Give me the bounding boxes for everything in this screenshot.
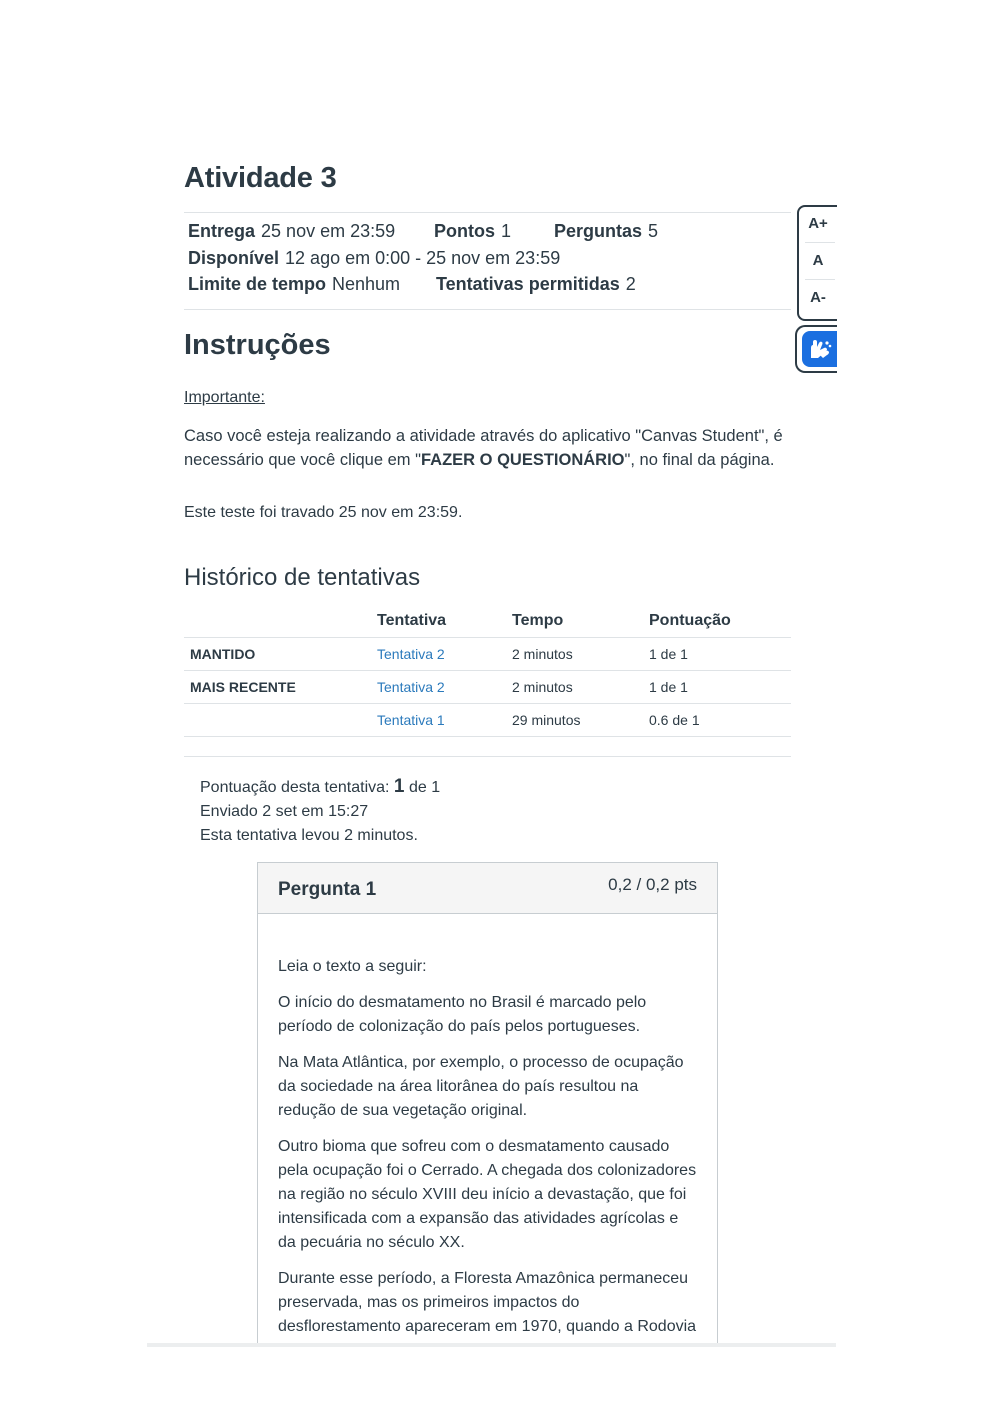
attempt-submitted: Enviado 2 set em 15:27: [200, 803, 369, 820]
attempt-score-line: [200, 775, 440, 800]
attempt-score: 1 de 1: [649, 679, 688, 695]
meta-time-limit-label: Limite de tempo: [188, 274, 327, 294]
meta-attempts: [436, 274, 636, 295]
attempt-link[interactable]: Tentativa 2: [377, 646, 445, 662]
attempt-duration: Esta tentativa levou 2 minutos.: [200, 827, 418, 844]
row-status-label: MAIS RECENTE: [190, 679, 296, 695]
attempt-score-suffix: de 1: [408, 779, 441, 796]
meta-time-limit: [188, 274, 400, 295]
attempt-score: 0.6 de 1: [649, 712, 700, 728]
meta-due: [188, 221, 395, 242]
instructions-heading: Instruções: [184, 329, 331, 361]
attempt-link[interactable]: Tentativa 1: [377, 712, 445, 728]
attempt-score-value: 1: [393, 776, 405, 797]
question-paragraph: Leia o texto a seguir:: [278, 958, 427, 975]
vlibras-button[interactable]: [795, 325, 837, 373]
meta-available-value: 12 ago em 0:00 - 25 nov em 23:59: [285, 248, 561, 268]
font-normal-button[interactable]: A: [812, 252, 824, 269]
toolbar-divider: [805, 242, 835, 243]
attempt-summary: [200, 775, 440, 848]
font-size-toolbar: [797, 205, 837, 321]
instructions-text-bold: FAZER O QUESTIONÁRIO: [421, 451, 625, 469]
attempt-time: 2 minutos: [512, 646, 573, 662]
meta-questions: [554, 221, 658, 242]
question-paragraph: O início do desmatamento no Brasil é marcado pelo período de colonização do país pelos portugueses.: [278, 994, 647, 1035]
table-row: [184, 670, 791, 703]
font-decrease-button[interactable]: A-: [810, 289, 826, 306]
question-paragraph: Outro bioma que sofreu com o desmatamento causado pela ocupação foi o Cerrado. A chegada dos colonizadores na região no século XVIII deu início a devastação, que foi intensificada com a expansão das atividades agrícolas e da pecuária no século XX.: [278, 1138, 697, 1251]
page-bottom-margin: [0, 1347, 998, 1418]
meta-due-value: 25 nov em 23:59: [261, 221, 396, 241]
section-divider: [184, 756, 791, 757]
question-text: [278, 955, 700, 1375]
page-title: Atividade 3: [184, 162, 337, 194]
quiz-meta: [184, 212, 791, 310]
question-paragraph: Durante esse período, a Floresta Amazônica permaneceu preservada, mas os primeiros impactos do desflorestamento apareceram em 1970, quando a Rodovia: [278, 1270, 697, 1335]
question-header: [258, 863, 717, 914]
meta-due-label: Entrega: [188, 221, 256, 241]
attempt-link[interactable]: Tentativa 2: [377, 679, 445, 695]
meta-points-label: Pontos: [434, 221, 495, 241]
col-score-header: Pontuação: [649, 612, 731, 629]
locked-notice: Este teste foi travado 25 nov em 23:59.: [184, 504, 463, 521]
row-status-label: MANTIDO: [190, 646, 256, 662]
attempt-time: 29 minutos: [512, 712, 581, 728]
toolbar-divider: [805, 279, 835, 280]
table-row: [184, 637, 791, 670]
vlibras-button-bg: [802, 331, 837, 367]
col-attempt-header: Tentativa: [377, 612, 447, 629]
question-points: 0,2 / 0,2 pts: [608, 875, 697, 894]
instructions-text-end: ", no final da página.: [624, 451, 775, 469]
table-row: [184, 703, 791, 737]
question-paragraph: Na Mata Atlântica, por exemplo, o processo de ocupação da sociedade na área litorânea do país resultou na redução de sua vegetação original.: [278, 1054, 684, 1119]
meta-time-limit-value: Nenhum: [332, 274, 401, 294]
meta-points: [434, 221, 511, 242]
sign-language-hands-icon: [802, 331, 837, 367]
attempt-time: 2 minutos: [512, 679, 573, 695]
attempt-score: 1 de 1: [649, 646, 688, 662]
meta-points-value: 1: [501, 221, 512, 241]
meta-questions-value: 5: [648, 221, 659, 241]
instructions-text: [184, 424, 784, 472]
meta-questions-label: Perguntas: [554, 221, 643, 241]
instructions-text-start: Caso você esteja realizando a atividade através do aplicativo "Canvas Student", é necessário que você clique em ": [184, 427, 783, 469]
history-heading: Histórico de tentativas: [184, 564, 421, 591]
font-increase-button[interactable]: A+: [808, 215, 828, 232]
col-time-header: Tempo: [512, 612, 564, 629]
meta-available-label: Disponível: [188, 248, 280, 268]
attempt-score-prefix: Pontuação desta tentativa:: [200, 779, 390, 796]
meta-available: [188, 248, 560, 269]
question-card: [257, 862, 718, 1353]
question-title: Pergunta 1: [278, 879, 377, 900]
important-label: Importante:: [184, 389, 265, 406]
meta-attempts-label: Tentativas permitidas: [436, 274, 620, 294]
meta-attempts-value: 2: [625, 274, 636, 294]
